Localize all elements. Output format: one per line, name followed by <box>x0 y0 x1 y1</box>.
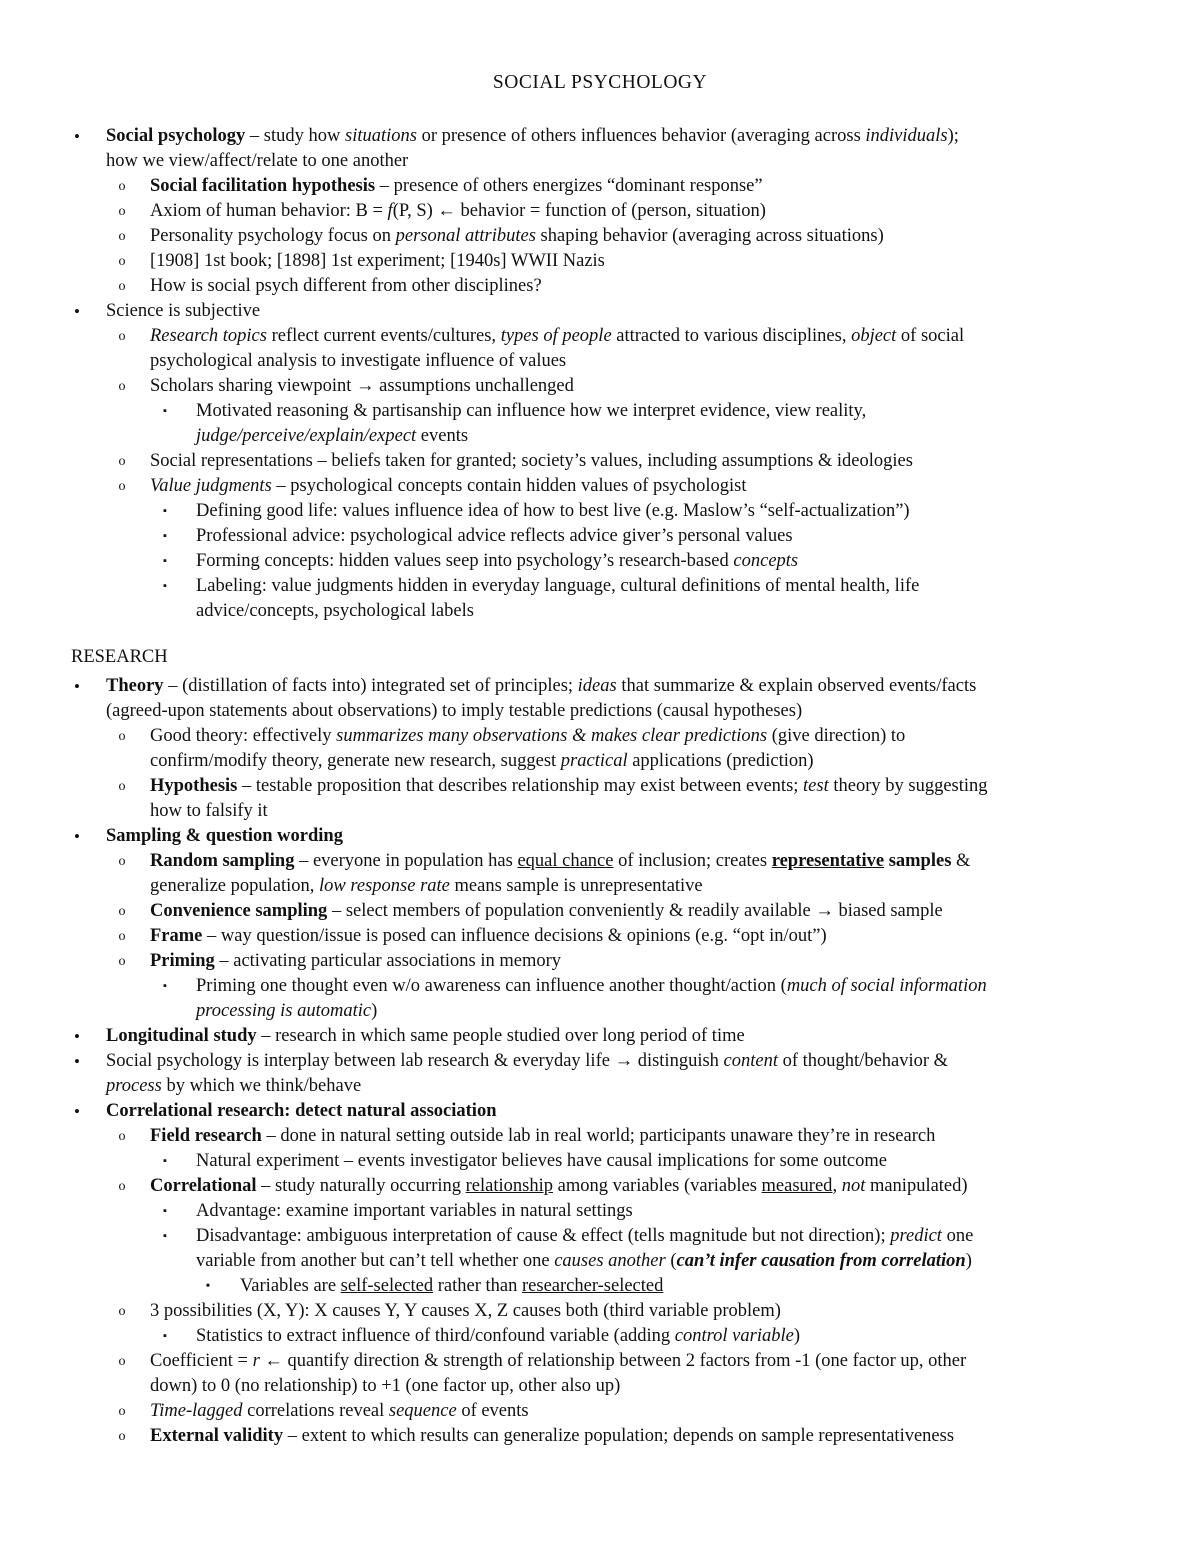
bullet-icon: o <box>118 254 126 269</box>
text-run: process <box>106 1076 162 1096</box>
bullet-icon: o <box>118 1429 126 1444</box>
list-item-text <box>150 349 566 374</box>
list-item-text <box>150 174 763 199</box>
list-item-text <box>196 1324 800 1349</box>
bullet-icon: • <box>74 1052 80 1071</box>
text-run: Axiom of human behavior: B = <box>150 201 388 221</box>
text-run: shaping behavior (averaging across situations) <box>535 226 884 246</box>
text-run: r <box>252 1351 260 1371</box>
list-item-text <box>150 949 561 974</box>
text-run: of thought/behavior & <box>777 1051 949 1071</box>
text-run: predict <box>890 1226 942 1246</box>
text-run: Research topics <box>150 326 267 346</box>
text-run: concepts <box>733 551 799 571</box>
text-run: judge/perceive/explain/expect <box>196 426 417 446</box>
bullet-icon: ▪ <box>163 505 167 517</box>
list-item-text <box>196 399 866 424</box>
bullet-icon: o <box>118 204 126 219</box>
list-item-text <box>196 1249 972 1274</box>
bullet-icon: o <box>118 329 126 344</box>
text-run: Defining good life: values influence idea of how to best live (e.g. Maslow’s “self-actualization”) <box>196 501 910 521</box>
text-run: summarizes many observations & makes clear predictions <box>336 726 768 746</box>
text-run: – (distillation of facts into) integrated set of principles; <box>163 676 578 696</box>
list-item-text <box>106 1099 497 1124</box>
bullet-icon: o <box>118 454 126 469</box>
bullet-icon: ▪ <box>163 1230 167 1242</box>
list-item <box>0 1299 1200 1324</box>
text-run: Priming one thought even w/o awareness can influence another thought/action ( <box>196 976 787 996</box>
text-run: Time-lagged <box>150 1401 243 1421</box>
list-item <box>0 124 1200 149</box>
text-run: ); <box>947 126 959 146</box>
text-run: , <box>832 1176 842 1196</box>
text-run: – testable proposition that describes relationship may exist between events; <box>237 776 804 796</box>
text-run: Disadvantage: ambiguous interpretation of cause & effect (tells magnitude but not direction); <box>196 1226 891 1246</box>
list-item <box>0 249 1200 274</box>
text-run: Correlational research: detect natural association <box>106 1101 497 1121</box>
list-item <box>0 749 1200 774</box>
list-item-text <box>196 1199 633 1224</box>
text-run: down) to 0 (no relationship) to +1 (one factor up, other also up) <box>150 1376 621 1396</box>
list-item <box>0 474 1200 499</box>
text-run: ) <box>371 1001 378 1021</box>
bullet-icon: ▪ <box>163 405 167 417</box>
text-run: theory by suggesting <box>828 776 988 796</box>
list-item-text <box>150 1374 620 1399</box>
text-run: Social representations – beliefs taken for granted; society’s values, including assumptions & ideologies <box>150 451 913 471</box>
list-item-text <box>106 1074 361 1099</box>
text-run: ) <box>793 1326 800 1346</box>
list-item-text <box>196 499 910 524</box>
list-item-text <box>106 149 408 174</box>
list-item-text <box>150 449 913 474</box>
text-run: (give direction) to <box>767 726 906 746</box>
list-item-text <box>150 1174 968 1199</box>
list-item-text <box>240 1274 663 1299</box>
list-item <box>0 374 1200 399</box>
list-item-text <box>106 1049 948 1074</box>
list-item <box>0 574 1200 599</box>
text-run: relationship <box>465 1176 553 1196</box>
text-run: samples <box>884 851 952 871</box>
list-item <box>0 674 1200 699</box>
text-run: Priming <box>150 951 215 971</box>
list-item <box>0 849 1200 874</box>
text-run: events <box>416 426 469 446</box>
list-item <box>0 224 1200 249</box>
bullet-icon: • <box>74 827 80 846</box>
bullet-icon: ▪ <box>163 580 167 592</box>
list-item-text <box>196 524 793 549</box>
section-heading-research: RESEARCH <box>71 647 168 667</box>
text-run: ideas <box>577 676 617 696</box>
list-item-text <box>150 1424 954 1449</box>
text-run: or presence of others influences behavior (averaging across <box>416 126 866 146</box>
list-item <box>0 174 1200 199</box>
text-run: Frame <box>150 926 203 946</box>
text-run: how we view/affect/relate to one another <box>106 151 409 171</box>
text-run: processing is automatic <box>196 1001 372 1021</box>
list-item <box>0 1274 1200 1299</box>
bullet-icon: o <box>118 729 126 744</box>
text-run: Natural experiment – events investigator believes have causal implications for some outcome <box>196 1151 887 1171</box>
list-item <box>0 999 1200 1024</box>
list-item <box>0 1224 1200 1249</box>
list-item <box>0 599 1200 624</box>
text-run: ) <box>965 1251 972 1271</box>
text-run: How is social psych different from other disciplines? <box>150 276 542 296</box>
text-run: personal attributes <box>395 226 536 246</box>
bullet-icon: • <box>74 677 80 696</box>
list-item-text <box>150 324 964 349</box>
text-run: – done in natural setting outside lab in real world; participants unaware they’re in research <box>261 1126 936 1146</box>
bullet-icon: o <box>118 1354 126 1369</box>
text-run: – presence of others energizes “dominant response” <box>375 176 763 196</box>
text-run: Value judgments <box>150 476 272 496</box>
text-run: Statistics to extract influence of third/confound variable (adding <box>196 1326 675 1346</box>
bullet-icon: o <box>118 1129 126 1144</box>
list-item-text <box>196 974 987 999</box>
text-run: – way question/issue is posed can influence decisions & opinions (e.g. “opt in/out”) <box>202 926 827 946</box>
list-item-text <box>150 749 814 774</box>
text-run: (agreed-upon statements about observations) to imply testable predictions (causal hypotheses) <box>106 701 803 721</box>
bullet-icon: ▪ <box>163 1330 167 1342</box>
text-run: Coefficient = <box>150 1351 253 1371</box>
list-item <box>0 699 1200 724</box>
bullet-icon: o <box>118 904 126 919</box>
list-item-text <box>106 699 802 724</box>
text-run: practical <box>560 751 628 771</box>
list-item-text <box>150 774 988 799</box>
text-run: much of social information <box>786 976 987 996</box>
text-run: object <box>851 326 897 346</box>
text-run: one <box>941 1226 974 1246</box>
list-item-text <box>106 1024 745 1049</box>
bullet-icon: o <box>118 179 126 194</box>
bullet-icon: o <box>118 1179 126 1194</box>
bullet-icon: o <box>118 379 126 394</box>
list-item-text <box>150 199 766 224</box>
text-run: situations <box>345 126 417 146</box>
bullet-icon: ▪ <box>163 1155 167 1167</box>
list-item-text <box>150 1299 781 1324</box>
text-run: individuals <box>865 126 948 146</box>
list-item <box>0 874 1200 899</box>
bullet-icon: o <box>118 479 126 494</box>
list-item <box>0 1074 1200 1099</box>
text-run: among variables (variables <box>552 1176 762 1196</box>
bullet-icon: • <box>74 127 80 146</box>
list-item <box>0 349 1200 374</box>
text-run: means sample is unrepresentative <box>449 876 703 896</box>
text-run: of social <box>896 326 965 346</box>
list-item <box>0 199 1200 224</box>
text-run: [1908] 1st book; [1898] 1st experiment; [1940s] WWII Nazis <box>150 251 605 271</box>
list-item <box>0 524 1200 549</box>
list-item-text <box>150 1124 935 1149</box>
list-item-text <box>106 674 976 699</box>
text-run: advice/concepts, psychological labels <box>196 601 474 621</box>
text-run: control variable <box>674 1326 794 1346</box>
list-item <box>0 949 1200 974</box>
bullet-icon: • <box>205 1279 211 1294</box>
text-run: psychological analysis to investigate influence of values <box>150 351 567 371</box>
text-run: – study naturally occurring <box>256 1176 466 1196</box>
list-item <box>0 824 1200 849</box>
text-run: – psychological concepts contain hidden values of psychologist <box>271 476 747 496</box>
text-run: Science is subjective <box>106 301 261 321</box>
list-item <box>0 974 1200 999</box>
list-item-text <box>150 274 542 299</box>
text-run: low response rate <box>319 876 450 896</box>
bullet-icon: o <box>118 854 126 869</box>
text-run: applications (prediction) <box>627 751 814 771</box>
list-item <box>0 1199 1200 1224</box>
list-item <box>0 1399 1200 1424</box>
list-item-text <box>150 874 703 899</box>
text-run: f <box>387 201 393 221</box>
list-item <box>0 724 1200 749</box>
bullet-icon: • <box>74 1102 80 1121</box>
bullet-icon: ▪ <box>163 555 167 567</box>
list-item-text <box>106 824 343 849</box>
text-run: correlations reveal <box>242 1401 389 1421</box>
list-item <box>0 399 1200 424</box>
list-item-text <box>196 999 377 1024</box>
bullet-icon: o <box>118 954 126 969</box>
bullet-icon: • <box>74 302 80 321</box>
list-item <box>0 1124 1200 1149</box>
list-item <box>0 324 1200 349</box>
list-item-text <box>196 1224 973 1249</box>
list-item <box>0 449 1200 474</box>
page-title: SOCIAL PSYCHOLOGY <box>492 72 708 93</box>
bullet-icon: o <box>118 279 126 294</box>
text-run: Sampling & question wording <box>106 826 343 846</box>
text-run: researcher-selected <box>522 1276 664 1296</box>
list-item-text <box>196 599 474 624</box>
bullet-icon: o <box>118 779 126 794</box>
text-run: – activating particular associations in memory <box>214 951 562 971</box>
list-item <box>0 1174 1200 1199</box>
text-run: Motivated reasoning & partisanship can influence how we interpret evidence, view reality, <box>196 401 867 421</box>
list-item-text <box>150 374 574 399</box>
list-item <box>0 1424 1200 1449</box>
text-run: rather than <box>433 1276 522 1296</box>
list-item-text <box>106 124 959 149</box>
list-item-text <box>150 249 605 274</box>
text-run: can’t infer causation from correlation <box>676 1251 966 1271</box>
text-run: Scholars sharing viewpoint → assumptions unchallenged <box>150 376 574 396</box>
text-run: Variables are <box>240 1276 341 1296</box>
bullet-icon: ▪ <box>163 530 167 542</box>
text-run: not <box>841 1176 866 1196</box>
list-item <box>0 1349 1200 1374</box>
list-item <box>0 299 1200 324</box>
list-item <box>0 149 1200 174</box>
list-item <box>0 1324 1200 1349</box>
text-run: 3 possibilities (X, Y): X causes Y, Y causes X, Z causes both (third variable problem) <box>150 1301 781 1321</box>
text-run: how to falsify it <box>150 801 268 821</box>
list-item-text <box>150 924 827 949</box>
list-item <box>0 1249 1200 1274</box>
text-run: self-selected <box>340 1276 434 1296</box>
text-run: types of people <box>500 326 612 346</box>
list-item-text <box>150 899 943 924</box>
text-run: – extent to which results can generalize population; depends on sample representativeness <box>283 1426 955 1446</box>
text-run: – select members of population conveniently & readily available → biased sample <box>327 901 943 921</box>
list-item-text <box>196 1149 887 1174</box>
list-item-text <box>106 299 260 324</box>
text-run: Hypothesis <box>150 776 238 796</box>
text-run: (P, S) ← behavior = function of (person, situation) <box>392 201 766 221</box>
text-run: causes another <box>554 1251 666 1271</box>
text-run: generalize population, <box>150 876 320 896</box>
bullet-icon: o <box>118 1304 126 1319</box>
text-run: of inclusion; creates <box>613 851 772 871</box>
text-run: ← quantify direction & strength of relationship between 2 factors from -1 (one factor up, other <box>259 1351 967 1371</box>
list-item <box>0 549 1200 574</box>
bullet-icon: o <box>118 1404 126 1419</box>
list-item-text <box>150 224 884 249</box>
text-run: representative <box>771 851 885 871</box>
text-run: sequence <box>388 1401 457 1421</box>
list-item <box>0 499 1200 524</box>
text-run: confirm/modify theory, generate new research, suggest <box>150 751 561 771</box>
bullet-icon: ▪ <box>163 1205 167 1217</box>
text-run: – research in which same people studied over long period of time <box>256 1026 745 1046</box>
text-run: Good theory: effectively <box>150 726 337 746</box>
list-item-text <box>150 849 970 874</box>
text-run: test <box>803 776 829 796</box>
text-run: External validity <box>150 1426 284 1446</box>
bullet-icon: • <box>74 1027 80 1046</box>
text-run: measured <box>761 1176 833 1196</box>
text-run: Social facilitation hypothesis <box>150 176 376 196</box>
list-item-text <box>196 424 468 449</box>
text-run: manipulated) <box>865 1176 968 1196</box>
list-item <box>0 799 1200 824</box>
text-run: Personality psychology focus on <box>150 226 396 246</box>
text-run: attracted to various disciplines, <box>611 326 852 346</box>
text-run: of events <box>456 1401 529 1421</box>
text-run: Longitudinal study <box>106 1026 257 1046</box>
bullet-icon: o <box>118 929 126 944</box>
list-item <box>0 1149 1200 1174</box>
list-item <box>0 1049 1200 1074</box>
list-item-text <box>150 1399 529 1424</box>
list-item <box>0 1374 1200 1399</box>
text-run: & <box>951 851 971 871</box>
list-item-text <box>150 1349 966 1374</box>
text-run: Social psychology is interplay between lab research & everyday life → distinguish <box>106 1051 724 1071</box>
text-run: Random sampling <box>150 851 295 871</box>
list-item <box>0 1099 1200 1124</box>
list-item-text <box>196 549 798 574</box>
text-run: Labeling: value judgments hidden in everyday language, cultural definitions of mental health, life <box>196 576 920 596</box>
bullet-icon: ▪ <box>163 980 167 992</box>
text-run: variable from another but can’t tell whether one <box>196 1251 555 1271</box>
text-run: Correlational <box>150 1176 257 1196</box>
bullet-icon: o <box>118 229 126 244</box>
text-run: equal chance <box>517 851 614 871</box>
list-item-text <box>150 799 268 824</box>
text-run: Professional advice: psychological advice reflects advice giver’s personal values <box>196 526 793 546</box>
list-item <box>0 924 1200 949</box>
list-item <box>0 899 1200 924</box>
list-item <box>0 424 1200 449</box>
list-item <box>0 274 1200 299</box>
text-run: – study how <box>245 126 345 146</box>
text-run: Forming concepts: hidden values seep into psychology’s research-based <box>196 551 734 571</box>
text-run: Convenience sampling <box>150 901 328 921</box>
text-run: Social psychology <box>106 126 246 146</box>
text-run: – everyone in population has <box>294 851 518 871</box>
text-run: Field research <box>150 1126 262 1146</box>
text-run: Theory <box>106 676 164 696</box>
text-run: ( <box>665 1251 677 1271</box>
list-item <box>0 774 1200 799</box>
list-item-text <box>150 474 747 499</box>
text-run: content <box>723 1051 778 1071</box>
text-run: Advantage: examine important variables in natural settings <box>196 1201 633 1221</box>
text-run: reflect current events/cultures, <box>266 326 501 346</box>
list-item-text <box>196 574 919 599</box>
text-run: that summarize & explain observed events/facts <box>616 676 977 696</box>
text-run: by which we think/behave <box>161 1076 362 1096</box>
list-item-text <box>150 724 905 749</box>
list-item <box>0 1024 1200 1049</box>
